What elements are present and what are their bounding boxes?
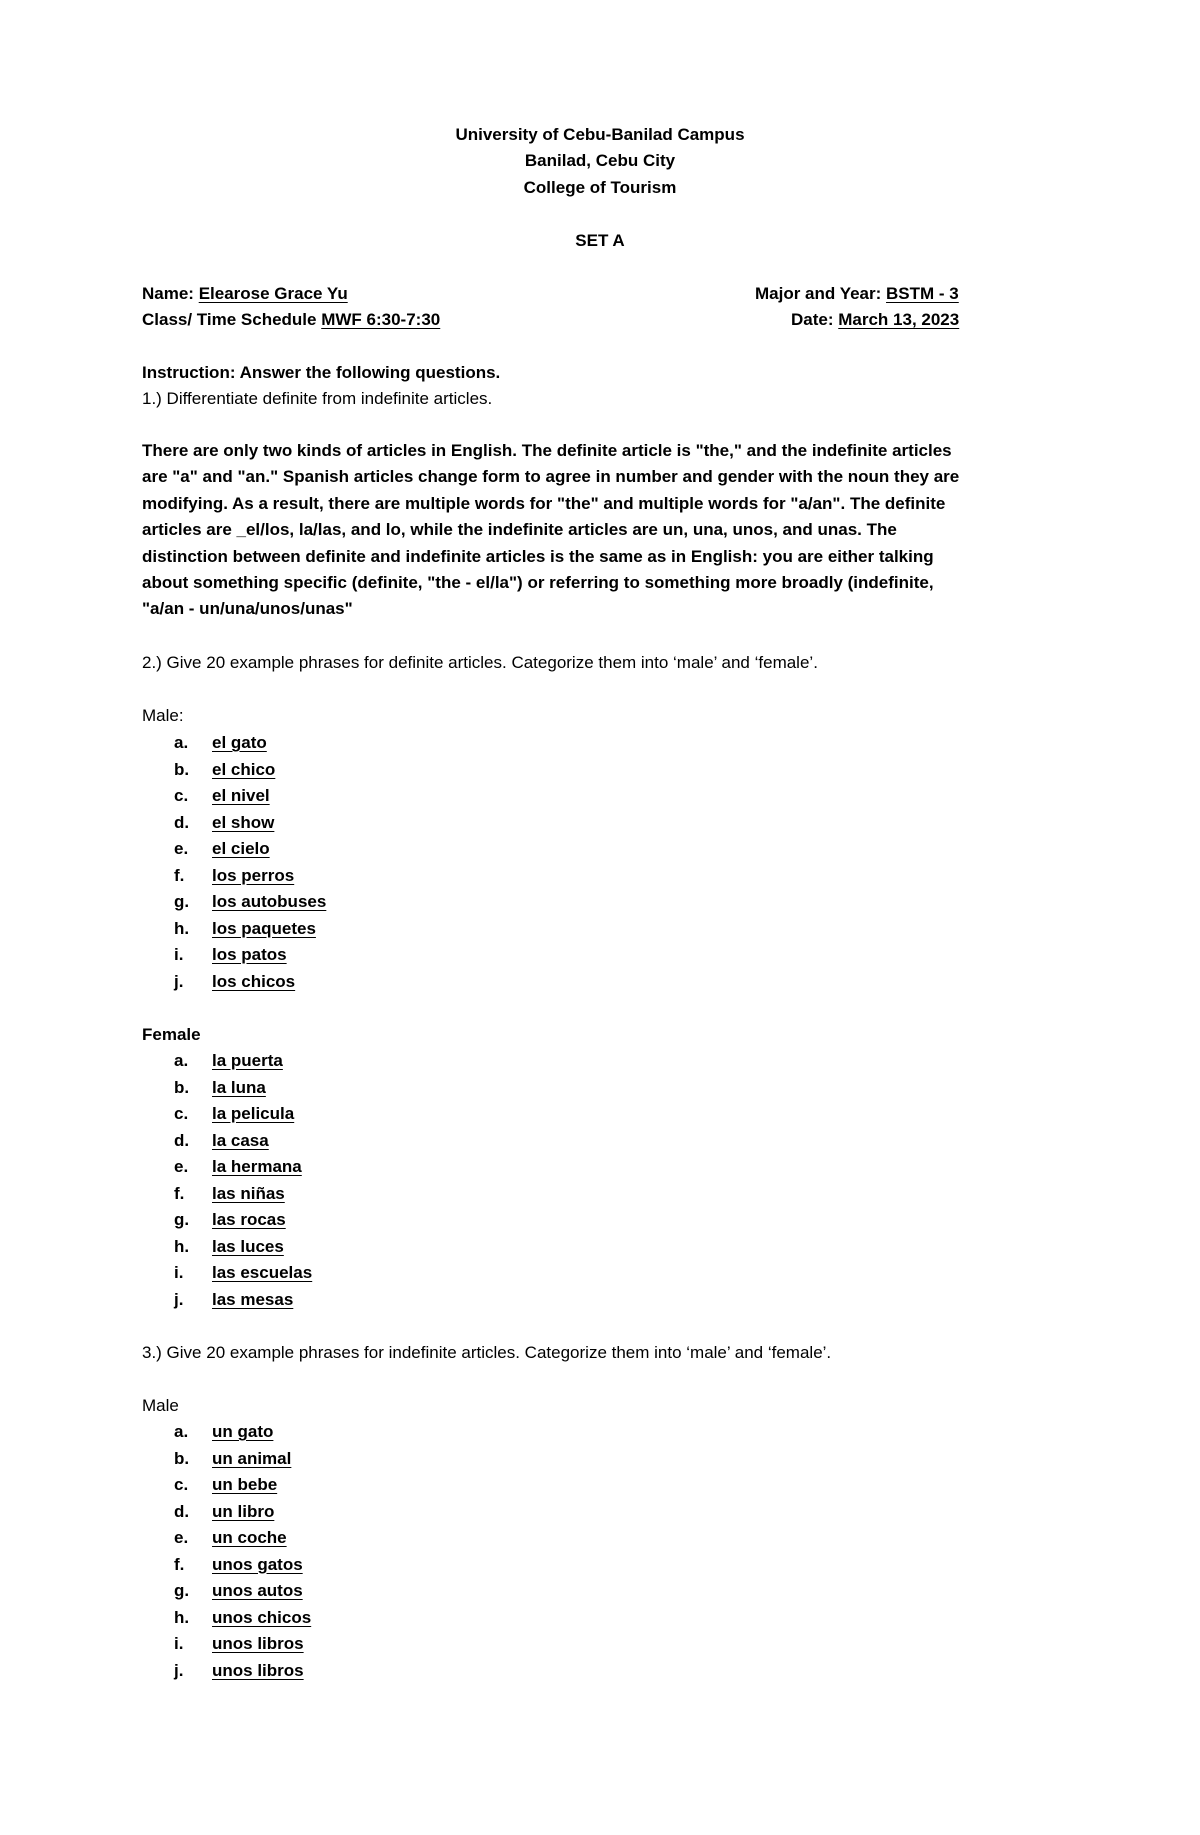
list-item-text: los chicos <box>212 971 296 991</box>
list-letter: h. <box>174 1607 190 1627</box>
answer-1-paragraph <box>142 438 1062 623</box>
major-label: Major and Year: <box>755 284 882 303</box>
list-item-text: la hermana <box>212 1157 302 1176</box>
campus-location: Banilad, Cebu City <box>524 151 676 170</box>
list-item-text: las rocas <box>212 1210 286 1229</box>
question-2: 2.) Give 20 example phrases for definite articles. Categorize them into ‘male’ and ‘female’. <box>142 653 818 672</box>
list-letter: e. <box>174 1528 189 1547</box>
list-item-text: el chico <box>212 759 276 779</box>
set-label: SET A <box>575 231 625 250</box>
list-letter: i. <box>174 945 184 964</box>
list-letter: j. <box>174 1289 184 1309</box>
major-value: BSTM - 3 <box>886 284 959 303</box>
list-item-text: las escuelas <box>212 1263 313 1282</box>
list-item-text: los paquetes <box>212 918 316 938</box>
list-item-text: la puerta <box>212 1051 283 1070</box>
list-item-text: un gato <box>212 1422 274 1441</box>
answer-1-line: articles are _el/los, la/las, and lo, while the indefinite articles are un, una, unos, and unas. The <box>142 520 897 540</box>
list-item-text: unos autos <box>212 1581 303 1600</box>
question-3: 3.) Give 20 example phrases for indefinite articles. Categorize them into ‘male’ and ‘female’. <box>142 1343 832 1362</box>
name-label: Name: <box>142 284 194 303</box>
answer-1-line: are "a" and "an." Spanish articles change form to agree in number and gender with the noun they are <box>142 467 960 487</box>
list-item-text: el gato <box>212 733 267 752</box>
date-label: Date: <box>791 310 834 329</box>
list-letter: j. <box>174 1660 184 1680</box>
list-letter: c. <box>174 786 189 805</box>
list-item-text: un animal <box>212 1448 292 1468</box>
list-item-text: las mesas <box>212 1289 294 1309</box>
list-item-text: un bebe <box>212 1475 278 1494</box>
list-letter: f. <box>174 1554 185 1574</box>
list-letter: f. <box>174 865 185 885</box>
list-letter: a. <box>174 1051 189 1070</box>
list-item-text: la luna <box>212 1077 266 1097</box>
list-letter: c. <box>174 1475 189 1494</box>
definite-female-heading: Female <box>142 1025 201 1044</box>
list-letter: h. <box>174 1236 190 1256</box>
date-value: March 13, 2023 <box>838 310 960 329</box>
list-item-text: la casa <box>212 1130 269 1150</box>
list-item-text: las luces <box>212 1236 284 1256</box>
student-name-row <box>142 283 348 305</box>
answer-1-line: modifying. As a result, there are multiple words for "the" and multiple words for "a/an". The definite <box>142 493 946 513</box>
answer-1-line: distinction between definite and indefinite articles is the same as in English: you are either talking <box>142 546 934 566</box>
list-item-text: unos libros <box>212 1634 304 1653</box>
list-letter: b. <box>174 1448 190 1468</box>
list-letter: b. <box>174 759 190 779</box>
schedule-value: MWF 6:30-7:30 <box>321 310 441 329</box>
list-item-text: la pelicula <box>212 1104 295 1123</box>
list-letter: d. <box>174 1501 190 1521</box>
list-letter: d. <box>174 812 190 832</box>
list-item-text: un coche <box>212 1528 287 1547</box>
answer-1-line: about something specific (definite, "the - el/la") or referring to something more broadly (indefinite, <box>142 573 934 593</box>
definite-male-heading: Male: <box>142 706 184 725</box>
list-letter: c. <box>174 1104 189 1123</box>
answer-1-line: "a/an - un/una/unos/unas" <box>142 599 353 619</box>
answer-1-line: There are only two kinds of articles in English. The definite article is "the," and the indefinite articles <box>142 441 952 460</box>
schedule-row <box>142 309 440 331</box>
list-item-text: los autobuses <box>212 892 327 911</box>
list-letter: a. <box>174 1422 189 1441</box>
list-item-text: las niñas <box>212 1183 285 1203</box>
major-row <box>755 283 959 305</box>
date-row <box>791 309 959 331</box>
instruction-text: Instruction: Answer the following questions. <box>142 363 501 382</box>
list-item-text: un libro <box>212 1501 275 1521</box>
list-letter: e. <box>174 1157 189 1176</box>
list-letter: g. <box>174 892 190 911</box>
list-item-text: los patos <box>212 945 287 964</box>
indefinite-male-heading: Male <box>142 1396 179 1415</box>
schedule-label: Class/ Time Schedule <box>142 310 317 329</box>
name-value: Elearose Grace Yu <box>198 284 348 303</box>
list-item-text: unos gatos <box>212 1554 303 1574</box>
list-letter: g. <box>174 1581 190 1600</box>
list-item-text: el cielo <box>212 839 270 858</box>
list-letter: d. <box>174 1130 190 1150</box>
list-letter: j. <box>174 971 184 991</box>
list-letter: e. <box>174 839 189 858</box>
list-letter: f. <box>174 1183 185 1203</box>
list-letter: b. <box>174 1077 190 1097</box>
list-letter: g. <box>174 1210 190 1229</box>
list-item-text: los perros <box>212 865 295 885</box>
college-name: College of Tourism <box>523 178 677 197</box>
list-letter: i. <box>174 1634 184 1653</box>
list-letter: a. <box>174 733 189 752</box>
list-item-text: unos chicos <box>212 1607 312 1627</box>
university-title: University of Cebu-Banilad Campus <box>455 125 745 144</box>
list-item-text: el nivel <box>212 786 270 805</box>
list-item-text: el show <box>212 812 275 832</box>
list-letter: i. <box>174 1263 184 1282</box>
list-letter: h. <box>174 918 190 938</box>
question-1: 1.) Differentiate definite from indefinite articles. <box>142 389 493 408</box>
list-item-text: unos libros <box>212 1660 304 1680</box>
